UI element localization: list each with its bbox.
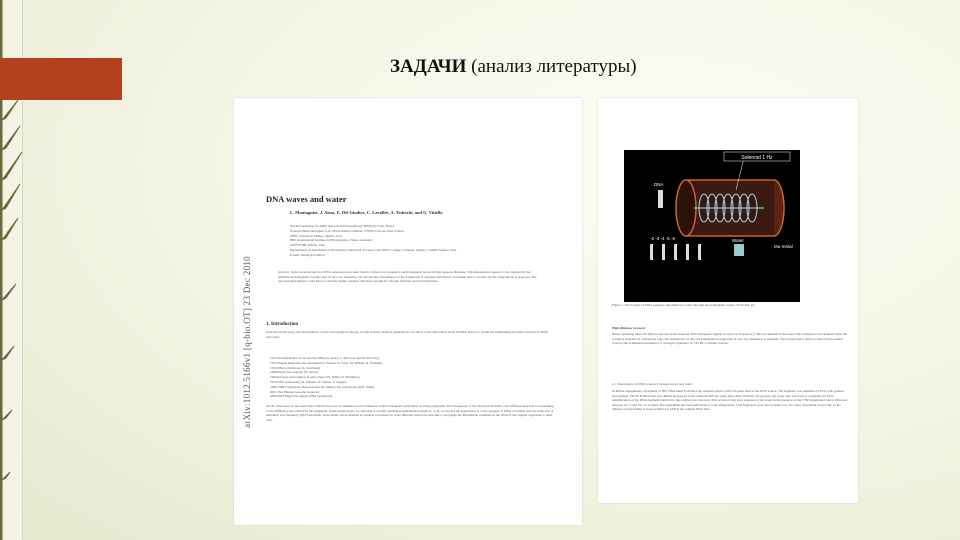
paper-abstract: Abstract. Some bacterial and viral DNA sequences have been found to induce low frequency electromagnetic waves in high aqueous dilutions. This phenomenon appears to be triggered by the ambient electromagnetic background of very low frequency. We discuss this phenomenon in the framework of quantum field theory. A scheme able to account for the observations is proposed. The reported phenomenon could allow to develop highly sensitive detection systems for chronic bacterial and viral infections. (278, 270, 537, 284)
arxiv-identifier: arXiv:1012.5166v1 [q-bio.OT] 23 Dec 2010 (242, 256, 252, 428)
block1-text: DNA-containing tubes (10 ml) are exposed in the solenoid. Electromagnetic signals at very low frequency (7 Hz) are detected in the tubes. The excitation is not induced when the system is shielded by a mu-metal cage. The stimulation for the electromagnetic background of very low frequency is essential. The background is either produced from natural sources (the Schumann resonances) or through a generator at 7.83 Hz or similar sources. (612, 332, 847, 346)
fig-label-dna: DNA (654, 182, 664, 187)
fig-label-solenoid: Solenoid 1 Hz (741, 155, 773, 161)
slide-title-rest: (анализ литературы) (466, 56, 637, 77)
block1-title: High dilutions protocol: (612, 326, 646, 330)
dna-timeline (270, 356, 550, 399)
fig-label-mumetal: Mu-metal (774, 244, 793, 249)
affiliation-line: Dipartimento di Matematica e Informatica, Università di Salerno and INFN, Gruppo Collegato Salerno, I-84084 Salerno, Italy (290, 247, 457, 252)
affiliation-line: INFN, Sezione di Milano, Milano, Italy (290, 233, 343, 238)
fig-label-water: Water (732, 238, 744, 243)
timeline-item: 1953 Double helix structure elucidated (J. Watson, F. Crick, M. Wilkins, R. Franklin) (270, 360, 383, 365)
timeline-item: 1944 Transformation of bacteria by DNA (O. Avery, C. McLeod, and M. McCarty) (270, 356, 380, 360)
paper-title: DNA waves and water (266, 194, 347, 204)
timeline-item: 1956 DNA polymerase (A. Kornberg) (270, 365, 321, 370)
timeline-item: 1976 DNA sequencing (A. Maxam, W. Gilbert, F. Sanger) (270, 379, 347, 384)
block2-text: In further experiments, a fragment of HIV DNA taken from the long terminal repeat (LTR) has been used as the DNA source. The fragment was amplified by PCR with primers and purified. The PCR DNA tube was diluted and placed in the solenoid with the water tube. After 18 hours of exposure, the water tube was used as a template for PCR. Amplification of the DNA fragment identical to the original was observed. This occurred only after exposure of the water in the presence of the 7 Hz background signal. Dilutions between 10^-7 and 10^-13 worked. The experiment has been performed at room temperature. LTR fragments were also transferred to the water originating in the LTR, so the dilution corresponding to those positive for LTR in the original DNA tube. (612, 389, 848, 412)
affiliation-line: WHITE HB, Milano, Italy (290, 243, 325, 248)
figure-caption: Figure 1. The transfer of DNA sequence information to water through electromagnetic waves. From Ref. [1] (612, 303, 755, 307)
section-heading: 1. Introduction (266, 322, 299, 327)
timeline-item: 1986-1988 Polymerase chain reaction (K. Mullis) Taq polymerase (R.K. Saiki) (270, 384, 375, 389)
affiliation-email: E-mail: vitiello@sa.infn.it (290, 252, 325, 257)
intro-paragraph-1: Over the last 60 years, the development of basic knowledge in biology as well as many medical applications owe much to the discoveries made in DNA. Here is a partial list emphasizing the main advances in DNA discovery: (266, 330, 548, 339)
paper-authors: L. Montagnier, J. Aïssa, E. Del Giudice, C. Lavallee, A. Tedeschi, and G. Vitiello (290, 210, 443, 215)
fig-label-tubes: -2 -3 -4 -5 -6 (650, 236, 676, 241)
title-accent-bar (0, 58, 122, 100)
affiliation-line: BIH, International Institute for Biophotonics, Neuss, Germany (290, 238, 373, 243)
affiliation-line: World Foundation for AIDS research and Prevention (UNESCO), Paris, France (290, 224, 395, 228)
paper-page-2 (598, 98, 858, 503)
solenoid-diagram (624, 150, 800, 302)
timeline-item: 2001 First Human Genome Sequence (270, 389, 320, 394)
paper-affiliations (290, 224, 530, 258)
intro-paragraph-2: On the other hand, in the same time evidence has been accumulated on the influence of electromagnetic (em) fields on living organisms. The frequencies of the involved em fields cover different intervals corresponding to the different scales present in the organisms. In the present paper, by referring to recently published experimental results [1, 2, 3], we discuss the appearance of a new property of DNA correlated with the induction of extremely low frequency (ELF) em fields. These fields can be induced by suitable procedures in water dilutions which become able to propagate the information contained in the DNA of the original organisms to other ones. (266, 404, 554, 422)
timeline-item: 1968 Restriction enzyme (W. Arber) (270, 370, 318, 375)
timeline-item: 2006-2010 High-Throughput DNA Sequencing (270, 394, 333, 399)
solenoid-figure (624, 150, 800, 302)
paper-page-1 (234, 98, 582, 525)
timeline-item: 1969 Reverse transcription of retroviruses (H. Temin, D. Baltimore) (270, 375, 360, 380)
slide-title-bold: ЗАДАЧИ (390, 56, 467, 77)
slide-title (390, 56, 637, 78)
block2-title: 2.1 Transmission of DNA sequence through waves and water (612, 382, 693, 386)
affiliation-line: Nanectis Biotechnologies, S.A. 98 rue Albert Calmette, F78350 Jouy-en-Josas, France (290, 228, 404, 233)
